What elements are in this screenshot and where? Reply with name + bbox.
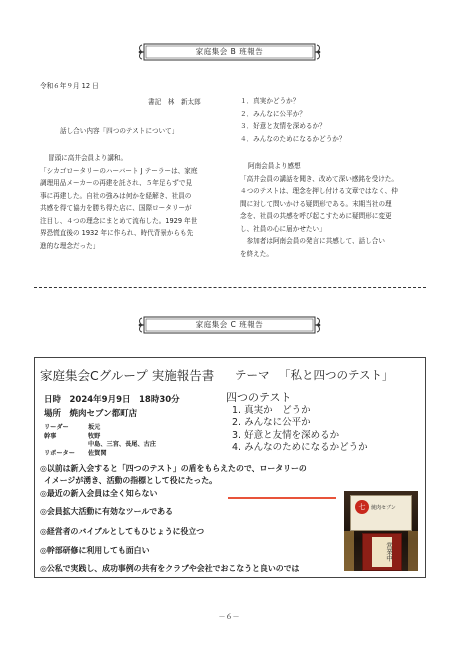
c-report-banner bbox=[136, 315, 323, 335]
b-report-banner bbox=[136, 42, 323, 62]
opinion-item: ◎以前は新入会すると「四つのテスト」の盾をもらえたので、ロータリーの bbox=[40, 464, 307, 473]
tests-title: 四つのテスト bbox=[226, 391, 292, 404]
opinion-item: ◎公私で実践し、成功事例の共有をクラブや会社でおこなうと良いのでは bbox=[40, 564, 300, 573]
body-line: ４つのテストは、理念を押し付ける文章ではなく、仲 bbox=[240, 187, 398, 195]
body-line: 共感を得て協力を勝ち得た店に、国際ロータリーが bbox=[40, 204, 192, 212]
logo-icon: 七 bbox=[355, 500, 369, 514]
lantern-light bbox=[408, 531, 418, 571]
shop-sign bbox=[350, 495, 412, 531]
body-line: 念を、社員の共感を呼び起こすために疑問形に変更 bbox=[240, 212, 392, 220]
test-item: 2. みんなに公平か bbox=[232, 417, 311, 429]
c-tests-list bbox=[232, 405, 368, 454]
opinion-item: ◎会員拡大活動に有効なツールである bbox=[40, 507, 173, 516]
highlight-underline bbox=[228, 497, 336, 499]
opinion-item: ◎幹部研修に利用しても面白い bbox=[40, 546, 150, 555]
opinion-item: ◎経営者のバイブルとしてもひじょうに役立つ bbox=[40, 527, 205, 536]
theme-label: テーマ bbox=[235, 368, 270, 382]
meeting-date: 日時 2024年9月9日 18時30分 bbox=[44, 395, 180, 405]
c-banner-title: 家庭集会 C 班報告 bbox=[195, 320, 264, 329]
open-sign: 営業中 bbox=[372, 537, 392, 567]
theme-title: 「私と四つのテスト」 bbox=[279, 368, 394, 382]
lantern-light bbox=[344, 531, 354, 571]
body-line: 「高井会員の講話を聞き、改めて深い感銘を受けた。 bbox=[240, 174, 398, 183]
b-body-right bbox=[240, 160, 440, 260]
body-line: を終えた。 bbox=[240, 249, 273, 258]
role-row: 幹事 牧野 bbox=[44, 432, 101, 440]
restaurant-photo bbox=[344, 491, 418, 571]
body-line: 進的な理念だった」 bbox=[40, 241, 100, 250]
test-item: 3. 好意と友情を深めるか bbox=[232, 429, 340, 441]
body-line: 注目し、４つの理念にまとめて流布した。1929 年世 bbox=[40, 216, 198, 225]
role-row: リポーター 佐賀関 bbox=[44, 449, 107, 457]
test-item: ２．みんなに公平か？ bbox=[240, 109, 306, 118]
roles-list bbox=[44, 424, 156, 458]
body-line: 調理用品メーカーの再建を託され、５年足らずで見 bbox=[40, 179, 193, 187]
c-report-heading: 家庭集会Cグループ 実施報告書 bbox=[40, 368, 215, 383]
test-item: 1. 真実か どうか bbox=[232, 405, 311, 416]
body-line: 事に再建した。自社の強みは何かを経解き、社員の bbox=[40, 191, 192, 200]
meeting-place: 場所 焼肉セブン都町店 bbox=[44, 409, 138, 419]
c-opinions-list bbox=[40, 463, 307, 487]
page-number: －６－ bbox=[218, 613, 240, 621]
report-author: 書記 林 新太郎 bbox=[148, 98, 201, 106]
body-line: し、社員の心に届かせたい」 bbox=[240, 224, 326, 233]
opinion-item: イメージが湧き、活動の指標として役にたった。 bbox=[44, 476, 218, 486]
test-item: ４．みんなのためになるかどうか？ bbox=[240, 134, 346, 143]
b-body-left bbox=[40, 152, 240, 252]
four-tests-list bbox=[240, 95, 346, 145]
b-banner-title: 家庭集会 B 班報告 bbox=[195, 47, 264, 56]
role-row: リーダー 坂元 bbox=[44, 424, 101, 431]
body-line: 冒頭に高井会員より講和。 bbox=[48, 154, 128, 162]
test-item: ３．好意と友情を深めるか？ bbox=[240, 122, 326, 130]
body-line: 「シカゴロータリーのハーバート J テーラーは、家庭 bbox=[40, 166, 198, 175]
body-line: 間に対して問いかける疑問形である。末期当社の理 bbox=[240, 199, 392, 208]
role-row: 中島、三宮、長尾、古庄 bbox=[88, 441, 157, 448]
report-date: 令和６年９月 12 日 bbox=[40, 82, 99, 90]
body-line: 阿南会員より感想 bbox=[248, 162, 301, 170]
section-divider bbox=[34, 287, 426, 288]
test-item: 4. みんなのためになるかどうか bbox=[232, 441, 368, 453]
body-line: 界恐慌直後の 1932 年に作られ、時代背景からも先 bbox=[40, 229, 194, 237]
test-item: １．真実かどうか？ bbox=[240, 97, 300, 105]
discussion-topic: 話し合い内容「四つのテストについて」 bbox=[60, 127, 179, 135]
body-line: 参加者は阿南会員の発言に共感して、話し合い bbox=[240, 237, 385, 245]
noren-curtain bbox=[362, 533, 402, 571]
opinion-item: ◎最近の新入会員は全く知らない bbox=[40, 489, 158, 498]
shop-sign-text: 焼肉セブン bbox=[371, 505, 396, 511]
